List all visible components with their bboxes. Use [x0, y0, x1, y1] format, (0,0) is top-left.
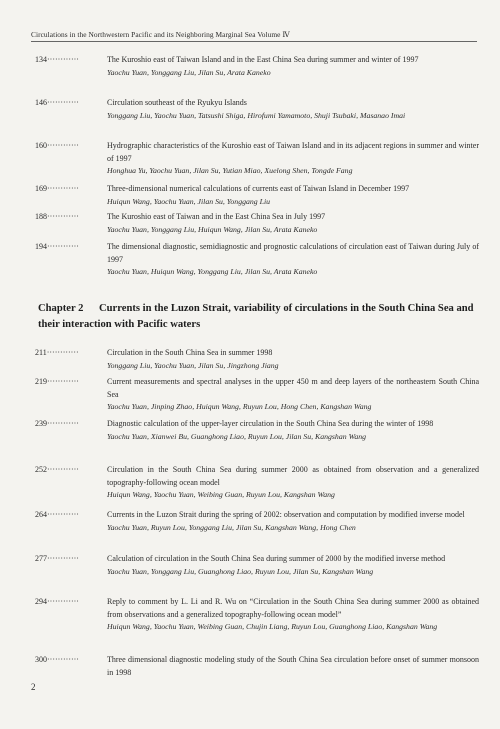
toc-entry-authors: Yaochu Yuan, Yonggang Liu, Jilan Su, Arata Kaneko [107, 67, 271, 77]
toc-entry-authors: Honghua Yu, Yaochu Yuan, Jilan Su, Yutian Miao, Xuelong Shen, Tongde Fang [107, 166, 353, 175]
chapter-title: Currents in the Luzon Strait, variability of circulations in the South China Sea and their interaction with Pacific waters [38, 303, 474, 330]
toc-entry-authors: Yaochu Yuan, Jinping Zhao, Huiqun Wang, Ruyun Lou, Hong Chen, Kangshan Wang [107, 402, 372, 411]
toc-page-ref: 252············ [35, 465, 79, 474]
toc-entry-title: Diagnostic calculation of the upper-layer circulation in the South China Sea during the winter of 1998 [107, 419, 434, 428]
toc-entry-title: Calculation of circulation in the South China Sea during summer of 2000 by the modified inverse method [107, 554, 446, 563]
chapter-heading [38, 301, 478, 333]
toc-page-ref: 294············ [35, 597, 79, 606]
toc-page-ref: 239············ [35, 419, 79, 428]
toc-entry-title: Circulation southeast of the Ryukyu Islands [107, 98, 247, 107]
toc-page-ref: 188············ [35, 212, 79, 221]
toc-page-ref: 146············ [35, 98, 79, 107]
toc-entry-title: Circulation in the South China Sea in summer 1998 [107, 348, 273, 357]
toc-page-ref: 160············ [35, 141, 79, 150]
toc-entry-authors: Yaochu Yuan, Yonggang Liu, Guanghong Liao, Ruyun Lou, Jilan Su, Kangshan Wang [107, 566, 374, 576]
header-rule [31, 41, 477, 42]
page-number: 2 [31, 682, 36, 692]
toc-page-ref: 219············ [35, 377, 79, 386]
toc-page-ref: 211············ [35, 348, 79, 357]
toc-entry-title: Currents in the Luzon Strait during the spring of 2002: observation and computation by modified inverse model [107, 510, 465, 519]
toc-page-ref: 277············ [35, 554, 79, 563]
toc-page-ref: 169············ [35, 184, 79, 193]
chapter-label: Chapter 2 [38, 303, 84, 314]
toc-entry-title: The dimensional diagnostic, semidiagnostic and prognostic calculations of circulation east of Taiwan during July of 1997 [107, 242, 479, 264]
toc-entry-title: Hydrographic characteristics of the Kuroshio east of Taiwan Island and in its adjacent regions in summer and winter of 1997 [107, 141, 479, 163]
toc-entry-title: Circulation in the South China Sea during summer 2000 as obtained from observation and a generalized topography-following ocean model [107, 465, 479, 487]
running-header: Circulations in the Northwestern Pacific and its Neighboring Marginal Sea Volume Ⅳ [31, 30, 290, 39]
toc-page-ref: 194············ [35, 242, 79, 251]
toc-entry-authors: Huiqun Wang, Yaochu Yuan, Weibing Guan, Ruyun Lou, Kangshan Wang [107, 490, 335, 499]
toc-entry-title: The Kuroshio east of Taiwan and in the East China Sea in July 1997 [107, 212, 326, 221]
toc-page-ref: 300············ [35, 655, 79, 664]
toc-entry-authors: Yaochu Yuan, Huiqun Wang, Yonggang Liu, Jilan Su, Arata Kaneko [107, 267, 318, 276]
toc-entry-title: Three-dimensional numerical calculations of currents east of Taiwan Island in December 1997 [107, 184, 410, 193]
toc-entry-authors: Yaochu Yuan, Yonggang Liu, Huiqun Wang, Jilan Su, Arata Kaneko [107, 224, 318, 234]
toc-entry-title: Current measurements and spectral analyses in the upper 450 m and deep layers of the northeastern South China Sea [107, 377, 479, 399]
toc-entry-title: Reply to comment by L. Li and R. Wu on “Circulation in the South China Sea during summer 2000 as obtained from observations and a generalized topography-following ocean model” [107, 597, 479, 619]
toc-entry-title: Three dimensional diagnostic modeling study of the South China Sea circulation before onset of summer monsoon in 1998 [107, 655, 479, 677]
toc-entry-authors: Yonggang Liu, Yaochu Yuan, Jilan Su, Jingzhong Jiang [107, 360, 279, 370]
toc-page-ref: 264············ [35, 510, 79, 519]
toc-entry-authors: Yaochu Yuan, Xianwei Bu, Guanghong Liao, Ruyun Lou, Jilan Su, Kangshan Wang [107, 431, 367, 441]
toc-entry-title: The Kuroshio east of Taiwan Island and in the East China Sea during summer and winter of 1997 [107, 55, 419, 64]
toc-entry-authors: Huiqun Wang, Yaochu Yuan, Weibing Guan, Chujin Liang, Ruyun Lou, Guanghong Liao, Kangshan Wang [107, 622, 438, 631]
toc-entry-authors: Yaochu Yuan, Ruyun Lou, Yonggang Liu, Jilan Su, Kangshan Wang, Hong Chen [107, 522, 356, 532]
toc-entry-authors: Huiqun Wang, Yaochu Yuan, Jilan Su, Yonggang Liu [107, 196, 271, 206]
toc-entry-authors: Yonggang Liu, Yaochu Yuan, Tatsushi Shiga, Hirofumi Yamamoto, Shuji Tsubaki, Masanao Imai [107, 110, 406, 120]
toc-page-ref: 134············ [35, 55, 79, 64]
